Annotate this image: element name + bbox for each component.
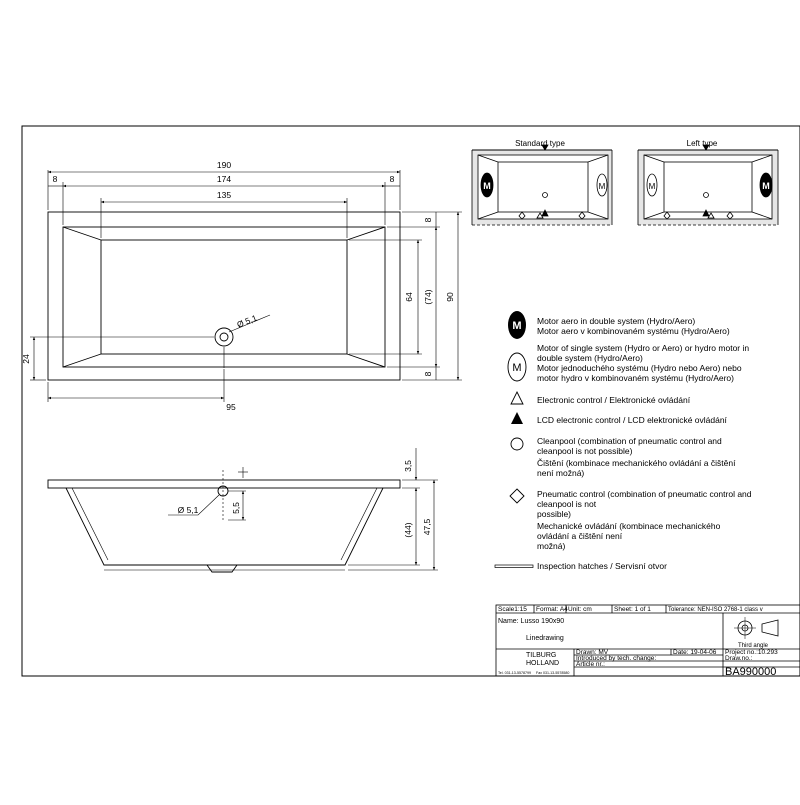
legend — [495, 311, 752, 571]
side-view — [48, 467, 400, 572]
legend-pneumatic-cz-1: Mechanické ovládání (kombinace mechanického — [537, 521, 721, 531]
left-type-label: Left type — [686, 139, 718, 148]
legend-cleanpool-en-1: Cleanpool (combination of pneumatic control and — [537, 436, 722, 446]
tb-format: Format: A4 — [536, 606, 568, 613]
legend-motor-aero-en: Motor aero in double system (Hydro/Aero) — [537, 316, 696, 326]
top-drain-inner — [220, 333, 228, 341]
left-type-diagram — [638, 145, 778, 225]
tb-unit: Unit: cm — [568, 606, 592, 613]
legend-lcd-control: LCD electronic control / LCD elektronické ovládání — [537, 415, 727, 425]
legend-pneumatic-en-1: Pneumatic control (combination of pneumatic control and — [537, 489, 752, 499]
tb-company-line1: TILBURG — [526, 652, 557, 659]
side-drain-outlet — [207, 565, 237, 572]
tb-contact-tel: Tel. 031-13-5578799 — [498, 671, 531, 675]
tb-drawing-type: Linedrawing — [526, 635, 564, 642]
legend-motor-single-cz-1: Motor jednoduchého systému (Hydro nebo Aero) nebo — [537, 363, 742, 373]
std-motor-aero-symbol: M — [483, 181, 491, 191]
legend-cleanpool-cz-1: Čištění (kombinace mechanického ovládání a čištění — [537, 458, 736, 468]
legend-pneumatic-control-icon — [510, 489, 524, 503]
top-drain-outer — [215, 328, 233, 346]
tb-company-line2: HOLLAND — [526, 660, 560, 667]
tb-drawn: Drawn: MV — [576, 649, 609, 656]
dim-drain-from-bottom: 24 — [21, 354, 31, 364]
legend-inspection-hatch-icon — [495, 565, 533, 568]
tb-date: Date: 19-04-06 — [673, 649, 717, 656]
tb-article: Article nr.: — [576, 661, 605, 668]
top-drain-diameter: Ø 5,1 — [235, 312, 259, 330]
left-motor-single-symbol: M — [648, 182, 656, 191]
side-tub-wall — [66, 488, 383, 565]
tb-third-angle: Third angle — [738, 643, 769, 649]
legend-pneumatic-en-2: cleanpool is not — [537, 499, 597, 509]
dim-drain-offset: 5,5 — [231, 502, 241, 514]
legend-pneumatic-en-3: possible) — [537, 509, 572, 519]
legend-cleanpool-cz-2: není možná) — [537, 468, 585, 478]
dim-rim-thickness: 3,5 — [403, 460, 413, 472]
left-motor-aero-symbol: M — [762, 181, 770, 191]
dim-rim-top: 8 — [423, 217, 433, 223]
tb-scale: Scale1:15 — [498, 606, 527, 613]
legend-motor-single-letter: M — [512, 362, 522, 374]
legend-lcd-control-icon — [511, 412, 523, 424]
tb-introduced: Introduced by tech. change: — [576, 655, 657, 662]
dim-overall-width: 90 — [445, 292, 455, 302]
tb-draw-no: BA990000 — [725, 666, 777, 678]
dim-overall-length: 190 — [216, 160, 232, 170]
side-drain-diameter: Ø 5,1 — [177, 505, 199, 515]
dim-rim-left: 8 — [52, 174, 58, 184]
side-view-dimensions — [168, 448, 438, 570]
tb-contact-fax: Fax 031-13-5578580 — [536, 671, 570, 675]
dim-bottom-width: 64 — [404, 292, 414, 302]
legend-electronic-control-icon — [511, 392, 523, 404]
dim-drain-from-left: 95 — [226, 402, 236, 412]
tb-project: Project no.:10.293 — [725, 649, 778, 656]
dim-inner-depth: (44) — [403, 522, 413, 538]
tb-tolerance: Tolerance: NEN-ISO 2768-1 class v — [668, 607, 763, 613]
legend-pneumatic-cz-3: možná) — [537, 541, 566, 551]
legend-inspection-hatches: Inspection hatches / Servisní otvor — [537, 561, 667, 571]
dim-overall-height: 47,5 — [422, 518, 432, 536]
side-rim — [48, 480, 400, 488]
tb-draw-no-label: Draw.no.: — [725, 655, 753, 662]
dim-rim-bottom: 8 — [423, 371, 433, 377]
legend-pneumatic-cz-2: ovládání a čištění není — [537, 531, 623, 541]
legend-cleanpool-en-2: cleanpool is not possible) — [537, 446, 633, 456]
legend-motor-aero-letter: M — [512, 320, 522, 332]
standard-type-diagram — [472, 145, 612, 225]
standard-type-label: Standard type — [515, 139, 565, 148]
legend-motor-single-cz-2: motor hydro v kombinovaném systému (Hydro/Aero) — [537, 373, 734, 383]
legend-motor-single-en-2: double system (Hydro/Aero) — [537, 353, 643, 363]
legend-cleanpool-icon — [511, 438, 523, 450]
legend-motor-aero-cz: Motor aero v kombinovaném systému (Hydro/Aero) — [537, 326, 730, 336]
dim-inner-length: 174 — [216, 174, 232, 184]
top-view-dim-labels — [21, 160, 455, 412]
side-view-dim-labels — [178, 460, 432, 538]
std-motor-single-symbol: M — [598, 182, 606, 191]
dim-bottom-length: 135 — [216, 190, 232, 200]
dim-rim-right: 8 — [389, 174, 395, 184]
legend-electronic-control: Electronic control / Elektronické ovládání — [537, 395, 691, 405]
tb-name: Name: Lusso 190x90 — [498, 618, 565, 625]
dim-inner-width: (74) — [423, 289, 433, 305]
tb-sheet: Sheet: 1 of 1 — [614, 606, 651, 613]
legend-motor-single-en-1: Motor of single system (Hydro or Aero) or hydro motor in — [537, 343, 750, 353]
